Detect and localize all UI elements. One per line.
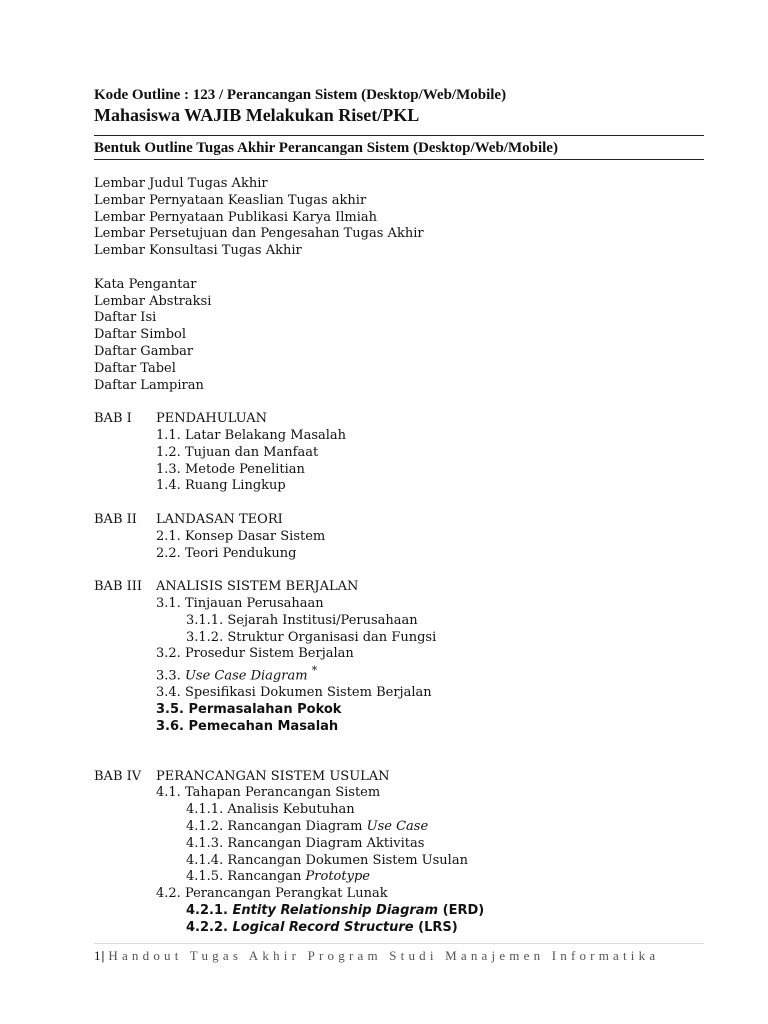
list-item: Kata Pengantar — [94, 276, 197, 292]
section-item: 1.2. Tujuan dan Manfaat — [156, 444, 319, 460]
list-item: Lembar Persetujuan dan Pengesahan Tugas Akhir — [94, 226, 424, 242]
section-item-bold: 3.6. Pemecahan Masalah — [156, 718, 339, 734]
list-item: Lembar Judul Tugas Akhir — [94, 176, 268, 191]
section-item: 1.1. Latar Belakang Masalah — [156, 427, 347, 443]
chapter-code: BAB I — [94, 411, 132, 427]
subsection-item — [94, 819, 704, 836]
subsection-text: (ERD) — [438, 903, 485, 918]
page-number: 1 — [94, 948, 101, 963]
asterisk-mark: * — [311, 664, 318, 678]
subsection-italic-text: Prototype — [305, 869, 370, 885]
list-item: Daftar Simbol — [94, 327, 187, 343]
section-item: 4.2. Perancangan Perangkat Lunak — [156, 886, 388, 902]
subsection-item-bold — [94, 903, 704, 920]
list-item: Lembar Konsultasi Tugas Akhir — [94, 243, 302, 259]
list-item: Daftar Gambar — [94, 343, 194, 359]
subsection-item: 4.1.3. Rancangan Diagram Aktivitas — [186, 835, 425, 851]
list-item: Daftar Lampiran — [94, 377, 204, 393]
chapter-1 — [94, 411, 704, 495]
page-footer — [94, 947, 714, 965]
subsection-item: 3.1.2. Struktur Organisasi dan Fungsi — [186, 629, 437, 645]
subsection-item-bold — [94, 920, 704, 937]
list-item: Lembar Abstraksi — [94, 293, 212, 309]
chapter-title: ANALISIS SISTEM BERJALAN — [156, 579, 359, 595]
section-item-bold: 3.5. Permasalahan Pokok — [156, 702, 342, 718]
subsection-text: 4.1.5. Rancangan — [186, 869, 306, 885]
footer-separator: | — [101, 948, 105, 963]
chapter-title: PERANCANGAN SISTEM USULAN — [156, 768, 390, 784]
subsection-text: 4.2.1. — [186, 903, 233, 918]
subsection-item: 3.1.1. Sejarah Institusi/Perusahaan — [186, 612, 418, 628]
front-matter-list — [94, 176, 704, 260]
list-item: Daftar Isi — [94, 310, 157, 326]
footer-text: Handout Tugas Akhir Program Studi Manajemen Informatika — [108, 948, 660, 963]
subsection-italic-text: Use Case — [366, 819, 429, 835]
divider-bottom — [94, 159, 704, 160]
subsection-text: 4.1.2. Rancangan Diagram — [186, 819, 367, 835]
section-item: 3.1. Tinjauan Perusahaan — [156, 595, 324, 611]
section-item: 2.2. Teori Pendukung — [156, 545, 297, 561]
section-item — [94, 663, 704, 685]
section-item: 2.1. Konsep Dasar Sistem — [156, 528, 326, 544]
outline-code: Kode Outline : 123 / Perancangan Sistem (Desktop/Web/Mobile) — [94, 87, 507, 103]
subsection-item: 4.1.4. Rancangan Dokumen Sistem Usulan — [186, 852, 468, 868]
outline-subtitle: Bentuk Outline Tugas Akhir Perancangan Sistem (Desktop/Web/Mobile) — [94, 140, 558, 156]
section-number: 3.3. — [156, 668, 181, 684]
list-item: Lembar Pernyataan Keaslian Tugas akhir — [94, 192, 367, 208]
section-item: 1.3. Metode Penelitian — [156, 461, 305, 477]
subsection-item: 4.1.1. Analisis Kebutuhan — [186, 802, 355, 818]
subsection-item — [94, 869, 704, 886]
subsection-italic-text: Entity Relationship Diagram — [232, 903, 439, 918]
chapter-code: BAB III — [94, 579, 143, 595]
chapter-title: PENDAHULUAN — [156, 411, 267, 427]
chapter-title: LANDASAN TEORI — [156, 511, 283, 527]
chapter-2 — [94, 512, 704, 562]
section-italic-text: Use Case Diagram — [184, 668, 308, 684]
section-item: 1.4. Ruang Lingkup — [156, 478, 286, 494]
list-item: Lembar Pernyataan Publikasi Karya Ilmiah — [94, 209, 377, 225]
footer-divider — [94, 943, 704, 944]
subsection-text: (LRS) — [413, 919, 458, 935]
research-requirement: Mahasiswa WAJIB Melakukan Riset/PKL — [94, 105, 420, 125]
section-item: 4.1. Tahapan Perancangan Sistem — [156, 785, 381, 801]
section-item: 3.4. Spesifikasi Dokumen Sistem Berjalan — [156, 685, 432, 701]
chapter-3 — [94, 579, 704, 736]
chapter-4 — [94, 769, 704, 937]
subsection-text: 4.2.2. — [186, 919, 233, 935]
chapter-code: BAB II — [94, 511, 137, 527]
document-page — [94, 86, 704, 937]
subsection-italic-text: Logical Record Structure — [232, 919, 414, 935]
list-item: Daftar Tabel — [94, 360, 176, 376]
section-item: 3.2. Prosedur Sistem Berjalan — [156, 646, 354, 662]
chapter-code: BAB IV — [94, 768, 142, 784]
preliminary-list — [94, 277, 704, 395]
